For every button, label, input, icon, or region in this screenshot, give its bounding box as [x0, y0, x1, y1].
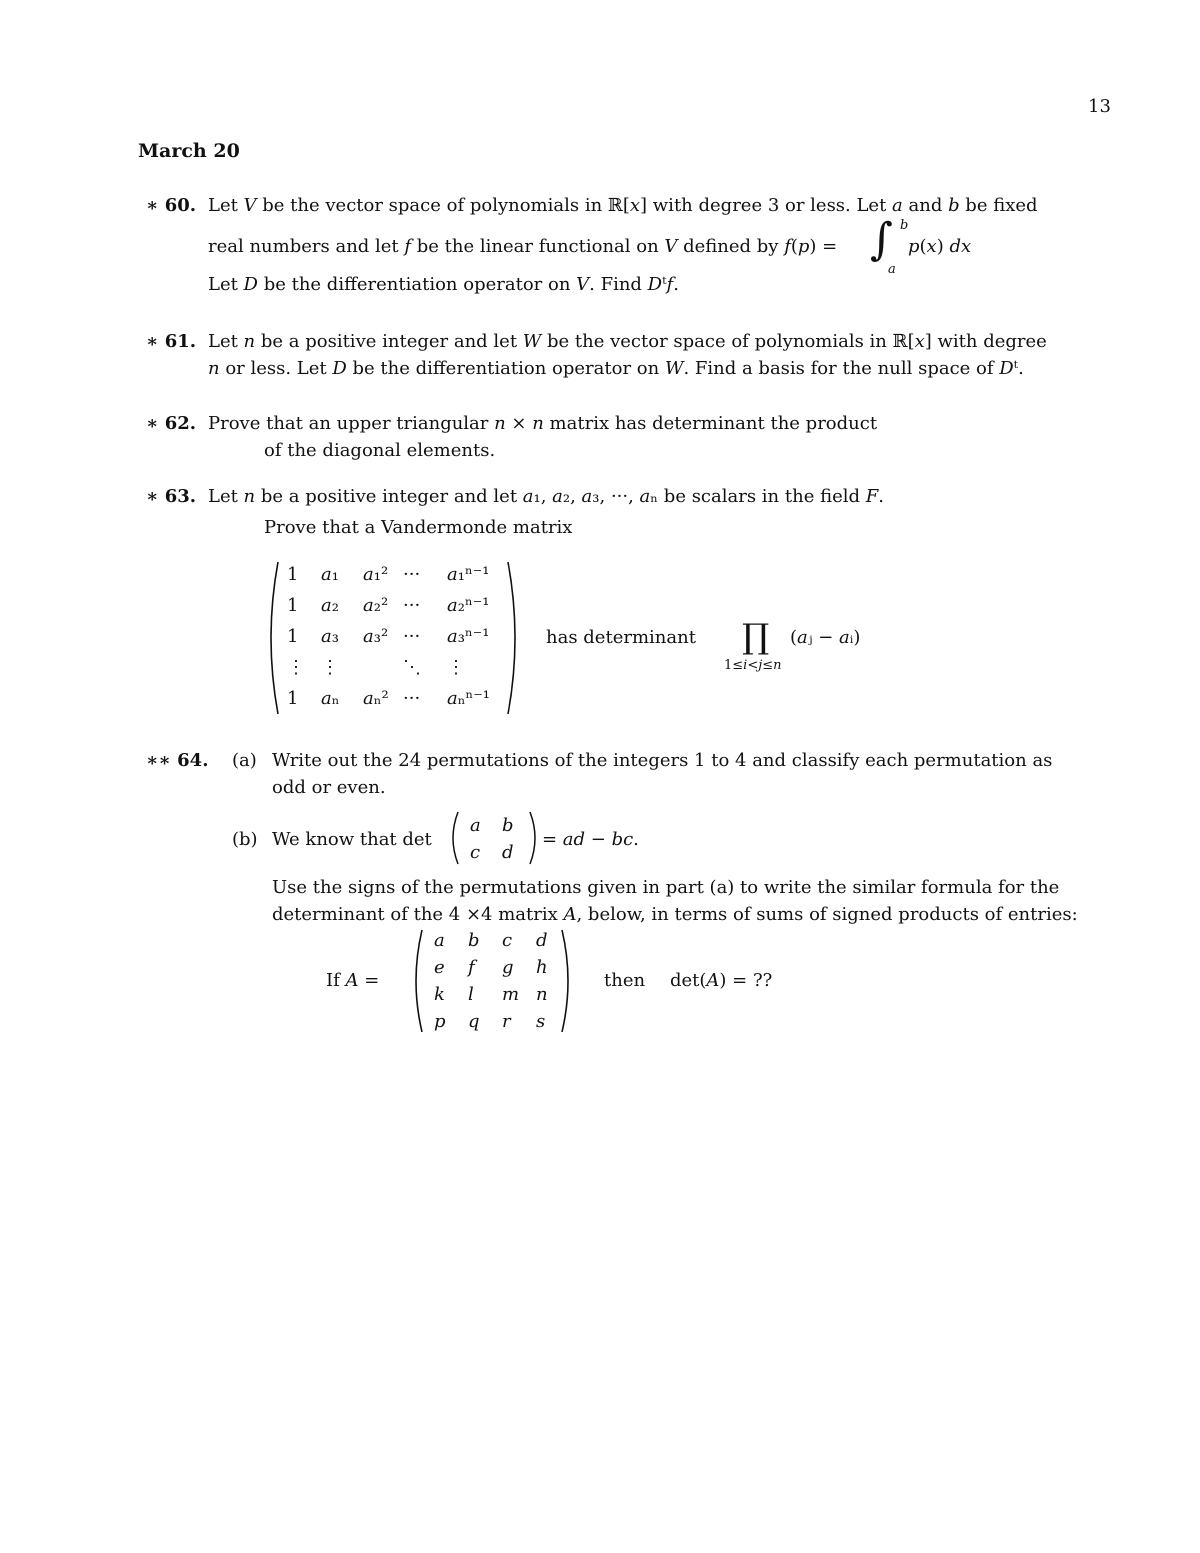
four-by-four-cell-r1-c1: 𝑎: [434, 930, 445, 951]
two-by-two-cell-r1-c1: 𝑎: [470, 815, 481, 836]
vandermonde-cell-r2-c4: ···: [403, 595, 421, 616]
four-by-four-cell-r2-c1: 𝑒: [434, 957, 445, 978]
two-by-two-cell-r2-c2: 𝑑: [502, 842, 514, 863]
four-by-four-cell-r4-c2: 𝑞: [468, 1011, 480, 1032]
integral-sign: ∫: [870, 214, 893, 265]
vandermonde-cell-r5-c4: ···: [403, 688, 421, 709]
part-a-line-2: odd or even.: [272, 777, 386, 798]
det-question: det(𝐴) = ??: [670, 970, 773, 991]
part-b-text: We know that det: [272, 829, 432, 850]
four-by-four-cell-r2-c2: 𝑓: [468, 957, 475, 978]
vandermonde-cell-r1-c3: 𝑎₁²: [363, 564, 389, 585]
vandermonde-cell-r2-c1: 1: [287, 595, 299, 616]
vandermonde-cell-r4-c5: ⋮: [447, 657, 465, 678]
four-by-four-cell-r2-c3: 𝑔: [502, 957, 514, 978]
problem-63-marker: ∗ 63.: [146, 486, 197, 507]
problem-62-line-2: of the diagonal elements.: [264, 440, 496, 461]
vandermonde-cell-r2-c5: 𝑎₂ⁿ⁻¹: [447, 595, 490, 616]
problem-64-marker: ∗∗ 64.: [146, 750, 209, 771]
vandermonde-cell-r1-c5: 𝑎₁ⁿ⁻¹: [447, 564, 490, 585]
two-by-two-cell-r2-c1: 𝑐: [470, 842, 481, 863]
problem-61-line-1: Let 𝑛 be a positive integer and let 𝑊 be the vector space of polynomials in ℝ[𝑥] with degree: [208, 331, 1047, 352]
four-by-four-cell-r3-c3: 𝑚: [502, 984, 520, 1005]
four-by-four-cell-r1-c2: 𝑏: [468, 930, 480, 951]
four-by-four-cell-r1-c4: 𝑑: [536, 930, 548, 951]
product-term: (𝑎ⱼ − 𝑎ᵢ): [790, 627, 861, 648]
problem-60-line-1: Let 𝑉 be the vector space of polynomials in ℝ[𝑥] with degree 3 or less. Let 𝑎 and 𝑏 be fixed: [208, 195, 1038, 216]
four-by-four-cell-r2-c4: ℎ: [536, 957, 548, 978]
problem-62-line-1: Prove that an upper triangular 𝑛 × 𝑛 matrix has determinant the product: [208, 413, 878, 434]
four-by-four-cell-r3-c1: 𝑘: [434, 984, 445, 1005]
problem-63-line-1: Let 𝑛 be a positive integer and let 𝑎₁, 𝑎₂, 𝑎₃, ···, 𝑎ₙ be scalars in the field 𝐹.: [208, 486, 884, 507]
four-by-four-cell-r3-c2: 𝑙: [468, 984, 474, 1005]
two-by-two-cell-r1-c2: 𝑏: [502, 815, 514, 836]
four-by-four-cell-r4-c4: 𝑠: [536, 1011, 546, 1032]
part-b-line-2: determinant of the 4 ×4 matrix 𝐴, below, in terms of sums of signed products of entries:: [272, 904, 1078, 925]
vandermonde-cell-r1-c1: 1: [287, 564, 299, 585]
right-paren: [508, 562, 515, 714]
part-b-result: = 𝑎𝑑 − 𝑏𝑐.: [542, 829, 639, 850]
problem-60-line-3: Let 𝐷 be the differentiation operator on 𝑉. Find 𝐷ᵗ𝑓.: [208, 274, 679, 295]
then-text: then: [604, 970, 646, 991]
vandermonde-cell-r5-c2: 𝑎ₙ: [321, 688, 340, 709]
four-by-four-cell-r4-c1: 𝑝: [434, 1011, 446, 1032]
vandermonde-cell-r3-c5: 𝑎₃ⁿ⁻¹: [447, 626, 490, 647]
four-by-four-cell-r4-c3: 𝑟: [502, 1011, 511, 1032]
vandermonde-cell-r5-c1: 1: [287, 688, 299, 709]
problem-62-marker: ∗ 62.: [146, 413, 197, 434]
four-by-four-cell-r3-c4: 𝑛: [536, 984, 548, 1005]
if-a-equals: If 𝐴 =: [326, 970, 380, 991]
vandermonde-cell-r5-c5: 𝑎ₙⁿ⁻¹: [447, 688, 491, 709]
vandermonde-cell-r4-c1: ⋮: [287, 657, 305, 678]
product-sign: ∏: [742, 617, 770, 657]
vandermonde-cell-r5-c3: 𝑎ₙ²: [363, 688, 389, 709]
product-index: 1≤𝑖<𝑗≤𝑛: [724, 658, 782, 673]
part-a-line-1: Write out the 24 permutations of the integers 1 to 4 and classify each permutation as: [272, 750, 1053, 771]
vandermonde-cell-r4-c2: ⋮: [321, 657, 339, 678]
vandermonde-cell-r1-c4: ···: [403, 564, 421, 585]
problem-61-marker: ∗ 61.: [146, 331, 197, 352]
page-number: 13: [1088, 96, 1111, 117]
integral-lower-limit: 𝑎: [888, 262, 896, 277]
problem-60-line-2: real numbers and let 𝑓 be the linear functional on 𝑉 defined by 𝑓(𝑝) =: [208, 236, 838, 257]
page-heading: March 20: [138, 140, 240, 162]
vandermonde-cell-r3-c2: 𝑎₃: [321, 626, 339, 647]
vandermonde-cell-r3-c1: 1: [287, 626, 299, 647]
integral-upper-limit: 𝑏: [900, 218, 909, 233]
vandermonde-cell-r3-c4: ···: [403, 626, 421, 647]
vandermonde-cell-r2-c3: 𝑎₂²: [363, 595, 389, 616]
part-b-label: (b): [232, 829, 258, 850]
problem-61-line-2: 𝑛 or less. Let 𝐷 be the differentiation operator on 𝑊. Find a basis for the null space of 𝐷ᵗ.: [208, 358, 1024, 379]
vandermonde-cell-r3-c3: 𝑎₃²: [363, 626, 389, 647]
part-b-line-1: Use the signs of the permutations given in part (a) to write the similar formula for the: [272, 877, 1060, 898]
problem-60-marker: ∗ 60.: [146, 195, 197, 216]
vandermonde-cell-r1-c2: 𝑎₁: [321, 564, 339, 585]
vandermonde-cell-r4-c4: ⋱: [403, 657, 421, 678]
four-by-four-cell-r1-c3: 𝑐: [502, 930, 513, 951]
integrand: 𝑝(𝑥) 𝑑𝑥: [908, 236, 972, 257]
left-paren: [271, 562, 278, 714]
has-determinant-label: has determinant: [546, 627, 696, 648]
part-a-label: (a): [232, 750, 257, 771]
problem-63-line-2: Prove that a Vandermonde matrix: [264, 517, 573, 538]
vandermonde-cell-r2-c2: 𝑎₂: [321, 595, 339, 616]
two-by-two-matrix: [446, 808, 542, 868]
